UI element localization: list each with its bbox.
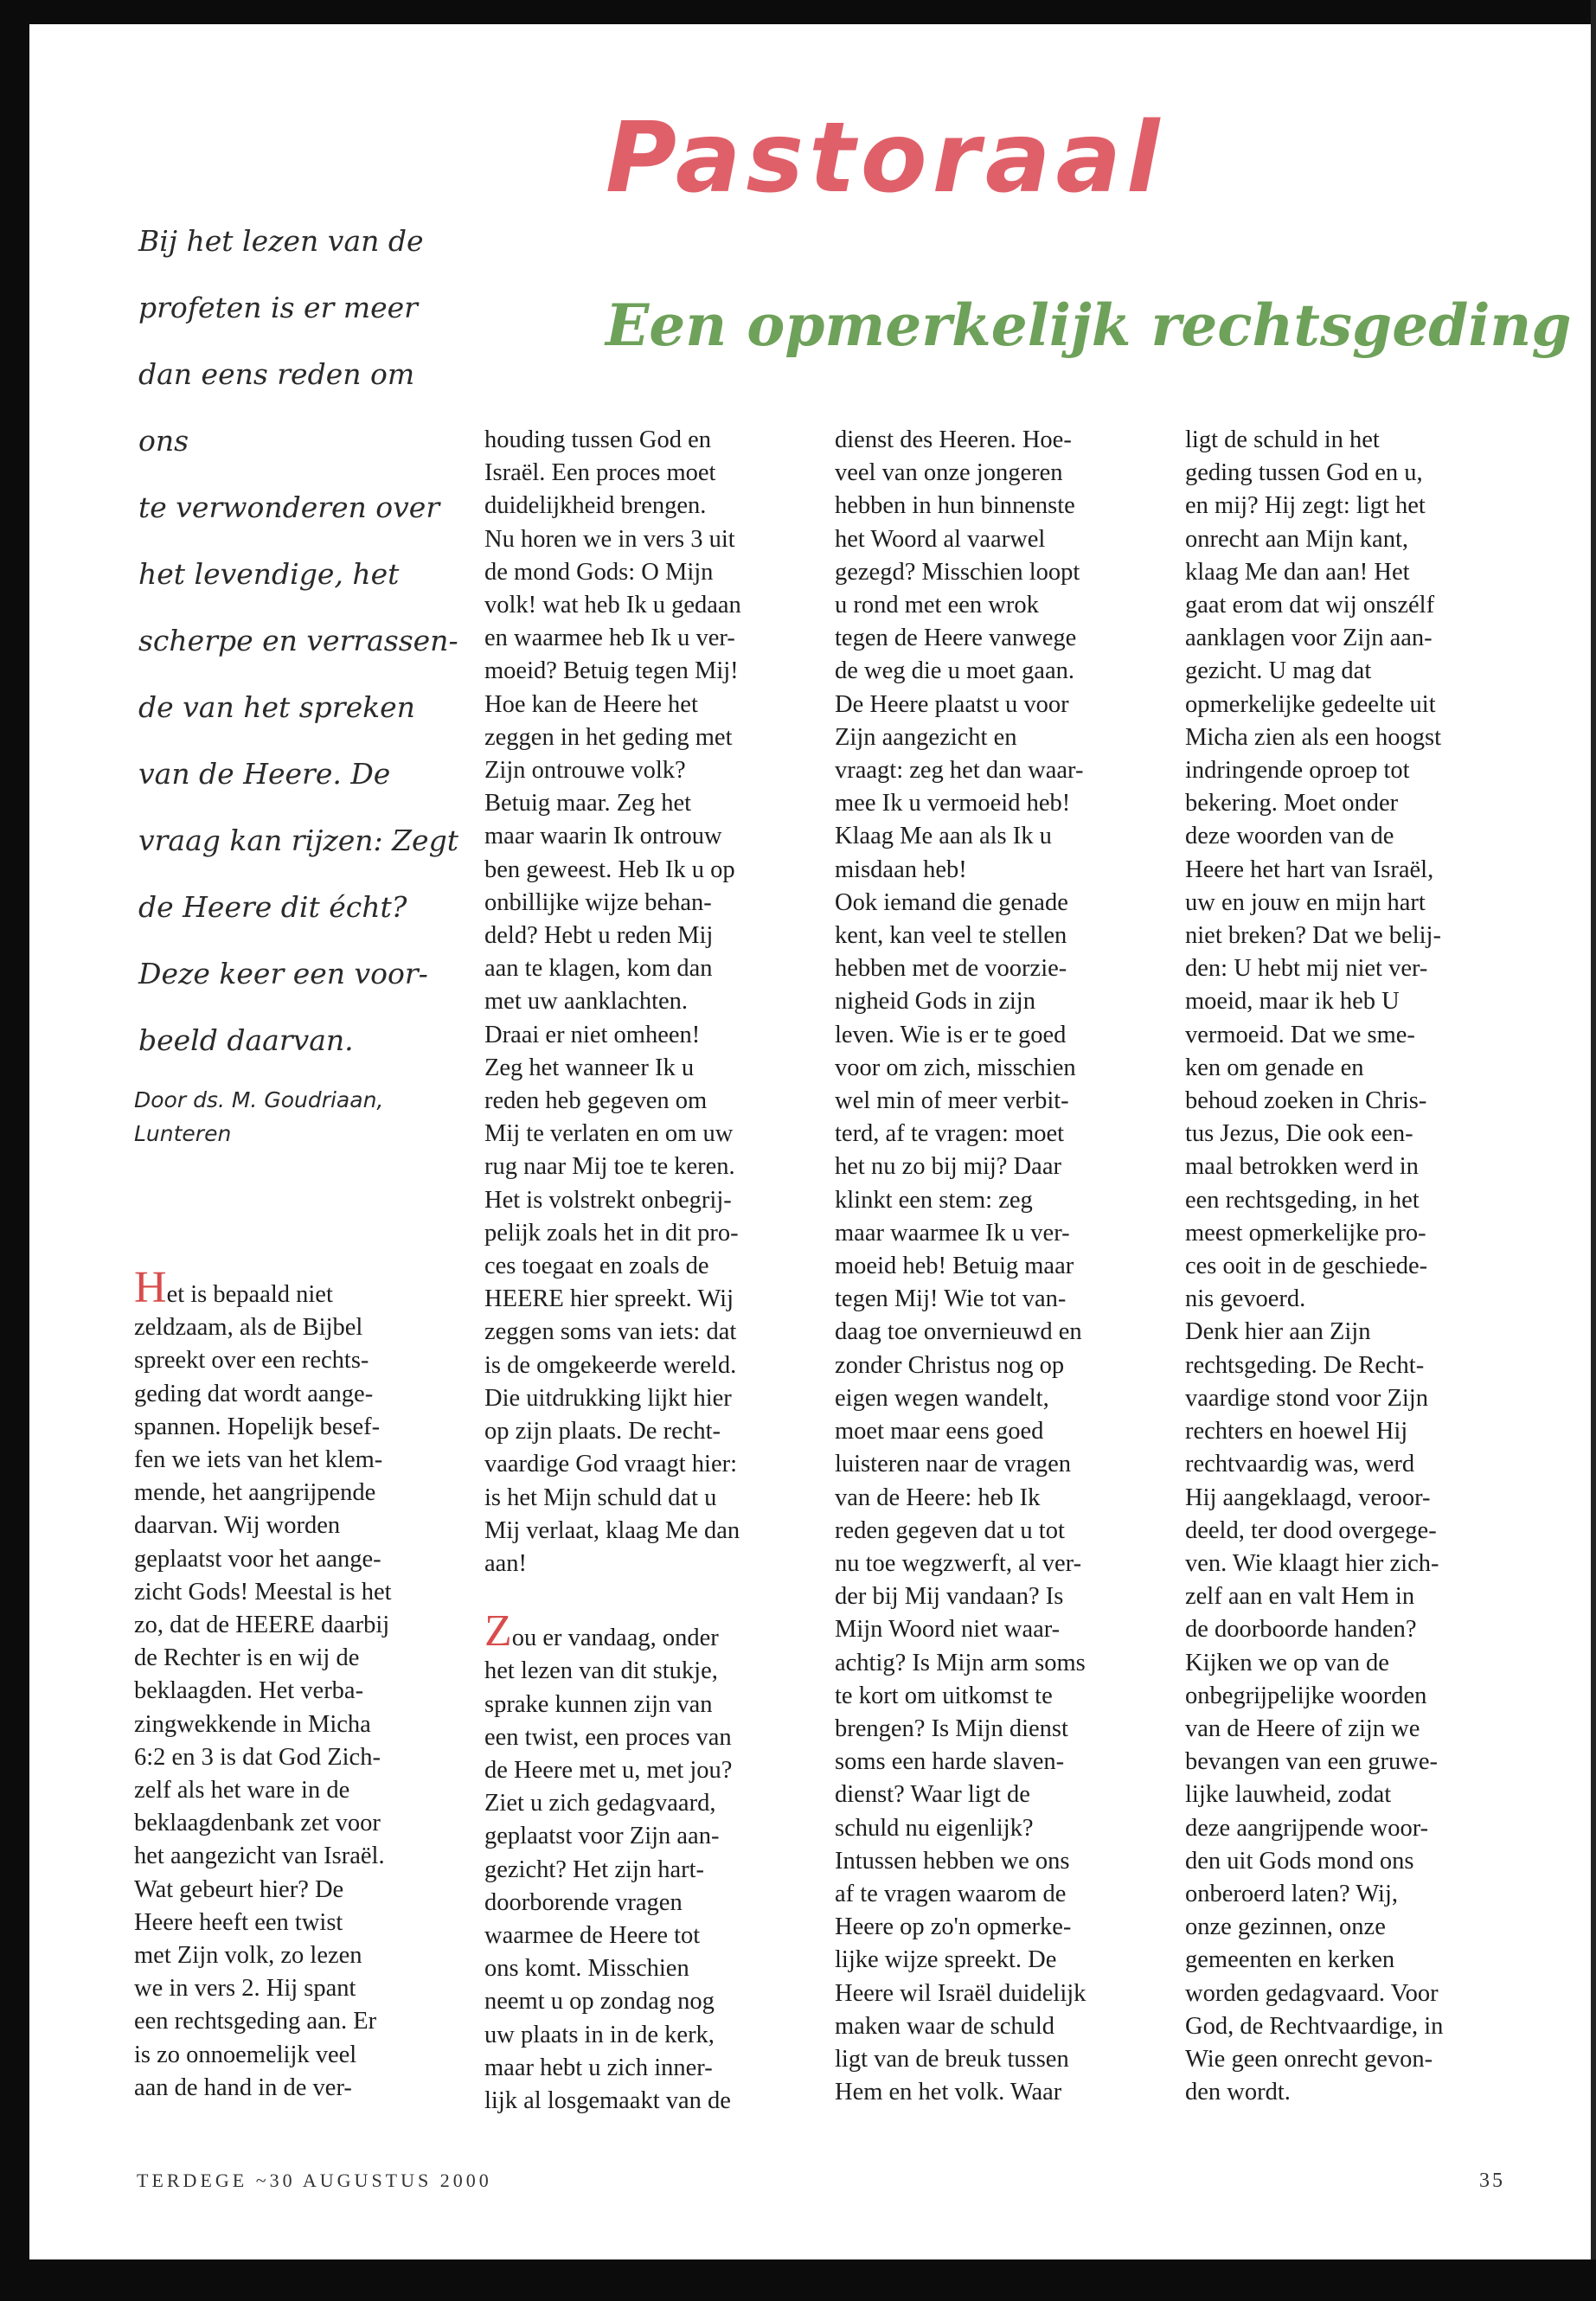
text-line: eigen wegen wandelt, bbox=[835, 1384, 1049, 1412]
text-line: niet breken? Dat we belij- bbox=[1185, 922, 1441, 950]
text-line: zeggen in het geding met bbox=[484, 723, 733, 751]
text-line: Ziet u zich gedagvaard, bbox=[484, 1790, 716, 1817]
text-line: te kort om uitkomst te bbox=[835, 1682, 1053, 1709]
text-line: De Heere plaatst u voor bbox=[835, 690, 1069, 718]
text-line: deze aangrijpende woor- bbox=[1185, 1814, 1429, 1842]
text-line: ou er vandaag, onder bbox=[511, 1625, 719, 1652]
intro-lead bbox=[138, 208, 467, 1057]
text-line: zo, dat de HEERE daarbij bbox=[134, 1612, 390, 1639]
text-line: Ook iemand die genade bbox=[835, 888, 1068, 916]
text-line: is de omgekeerde wereld. bbox=[484, 1351, 737, 1379]
intro-line: beeld daarvan. bbox=[138, 1023, 354, 1057]
text-line: worden gedagvaard. Voor bbox=[1185, 1979, 1439, 2007]
text-line: ces ooit in de geschiede- bbox=[1185, 1253, 1428, 1280]
text-line: onrecht aan Mijn kant, bbox=[1185, 525, 1409, 553]
text-line: moeid heb! Betuig maar bbox=[835, 1253, 1074, 1280]
text-line: deld? Hebt u reden Mij bbox=[484, 922, 714, 950]
byline-location: Lunteren bbox=[134, 1121, 232, 1146]
text-line: schuld nu eigenlijk? bbox=[835, 1814, 1034, 1842]
intro-line: de van het spreken bbox=[138, 690, 415, 724]
text-line: het lezen van dit stukje, bbox=[484, 1657, 718, 1685]
text-line: kent, kan veel te stellen bbox=[835, 922, 1067, 950]
text-line: vaardige God vraagt hier: bbox=[484, 1451, 737, 1478]
text-line: beklaagden. Het verba- bbox=[134, 1677, 364, 1705]
text-line: spannen. Hopelijk besef- bbox=[134, 1413, 381, 1440]
scan-edge-left bbox=[0, 0, 29, 2301]
text-line: indringende oproep tot bbox=[1185, 757, 1410, 785]
text-line: hebben met de voorzie- bbox=[835, 955, 1067, 983]
text-line: uw plaats in in de kerk, bbox=[484, 2021, 715, 2048]
text-line: moet maar eens goed bbox=[835, 1418, 1044, 1445]
text-line: onbillijke wijze behan- bbox=[484, 888, 712, 916]
text-line: den: U hebt mij niet ver- bbox=[1185, 955, 1428, 983]
intro-line: Deze keer een voor- bbox=[138, 957, 428, 990]
text-line: lijk al losgemaakt van de bbox=[484, 2086, 731, 2114]
intro-line: scherpe en verrassen- bbox=[138, 624, 458, 657]
text-line: en mij? Hij zegt: ligt het bbox=[1185, 492, 1426, 520]
text-line: vermoeid. Dat we sme- bbox=[1185, 1021, 1415, 1048]
text-line: klinkt een stem: zeg bbox=[835, 1186, 1033, 1214]
text-line: et is bepaald niet bbox=[166, 1281, 333, 1308]
article-headline: Een opmerkelijk rechtsgeding bbox=[606, 292, 1572, 359]
text-line: fen we iets van het klem- bbox=[134, 1446, 383, 1474]
paragraph-3 bbox=[484, 1606, 804, 2118]
text-line: ces toegaat en zoals de bbox=[484, 1253, 709, 1280]
text-line: een rechtsgeding, in het bbox=[1185, 1186, 1420, 1214]
intro-line: profeten is er meer bbox=[138, 291, 418, 324]
text-line: af te vragen waarom de bbox=[835, 1880, 1067, 1907]
drop-cap: Z bbox=[484, 1606, 512, 1657]
scan-edge-right bbox=[1591, 0, 1596, 2301]
text-line: aan de hand in de ver- bbox=[134, 2073, 352, 2101]
text-line: aan! bbox=[484, 1549, 528, 1577]
text-line: maar waarmee Ik u ver- bbox=[835, 1219, 1070, 1247]
byline-author: Door ds. M. Goudriaan, bbox=[134, 1087, 384, 1112]
section-title: Pastoraal bbox=[606, 102, 1165, 215]
text-line: Hoe kan de Heere het bbox=[484, 690, 698, 718]
text-line: Mij verlaat, klaag Me dan bbox=[484, 1516, 740, 1544]
text-line: gaat erom dat wij onszélf bbox=[1185, 592, 1435, 619]
text-line: u rond met een wrok bbox=[835, 592, 1039, 619]
text-line: den wordt. bbox=[1185, 2079, 1291, 2106]
text-line: behoud zoeken in Chris- bbox=[1185, 1087, 1427, 1115]
text-line: klaag Me dan aan! Het bbox=[1185, 558, 1410, 586]
text-line: geplaatst voor het aange- bbox=[134, 1545, 381, 1573]
text-line: is zo onnoemelijk veel bbox=[134, 2041, 357, 2068]
text-line: den uit Gods mond ons bbox=[1185, 1847, 1414, 1875]
text-line: lijke wijze spreekt. De bbox=[835, 1946, 1057, 1974]
text-line: luisteren naar de vragen bbox=[835, 1451, 1071, 1478]
text-line: ben geweest. Heb Ik u op bbox=[484, 856, 735, 883]
text-line: Intussen hebben we ons bbox=[835, 1847, 1070, 1875]
text-line: 6:2 en 3 is dat God Zich- bbox=[134, 1743, 381, 1771]
text-line: spreekt over een rechts- bbox=[134, 1347, 369, 1375]
text-line: het Woord al vaarwel bbox=[835, 525, 1046, 553]
text-line: rechters en hoewel Hij bbox=[1185, 1418, 1408, 1445]
text-line: de Heere met u, met jou? bbox=[484, 1756, 733, 1784]
text-line: aanklagen voor Zijn aan- bbox=[1185, 625, 1433, 652]
text-line: geding dat wordt aange- bbox=[134, 1380, 374, 1407]
text-line: Heere op zo'n opmerke- bbox=[835, 1913, 1072, 1941]
body-column-4 bbox=[1185, 424, 1505, 2115]
text-line: zelf als het ware in de bbox=[134, 1777, 350, 1804]
text-line: der bij Mij vandaan? Is bbox=[835, 1583, 1064, 1611]
text-line: Micha zien als een hoogst bbox=[1185, 723, 1441, 751]
text-line: neemt u op zondag nog bbox=[484, 1988, 715, 2016]
text-line: ven. Wie klaagt hier zich- bbox=[1185, 1549, 1439, 1577]
intro-line: van de Heere. De bbox=[138, 757, 391, 791]
text-line: dienst? Waar ligt de bbox=[835, 1781, 1030, 1809]
text-line: van de Heere of zijn we bbox=[1185, 1715, 1420, 1742]
text-line: maar hebt u zich inner- bbox=[484, 2054, 713, 2081]
text-line: lijke lauwheid, zodat bbox=[1185, 1781, 1392, 1809]
text-line: leven. Wie is er te goed bbox=[835, 1021, 1067, 1048]
text-line: nu toe wegzwerft, al ver- bbox=[835, 1549, 1082, 1577]
text-line: onberoerd laten? Wij, bbox=[1185, 1880, 1399, 1907]
text-line: een rechtsgeding aan. Er bbox=[134, 2008, 377, 2035]
text-line: ligt de schuld in het bbox=[1185, 426, 1380, 453]
text-line: deeld, ter dood overgege- bbox=[1185, 1516, 1437, 1544]
text-line: deze woorden van de bbox=[1185, 823, 1394, 850]
text-line: het aangezicht van Israël. bbox=[134, 1843, 385, 1870]
text-line: Draai er niet omheen! bbox=[484, 1021, 701, 1048]
text-line: Wat gebeurt hier? De bbox=[134, 1875, 344, 1903]
byline bbox=[134, 1083, 445, 1161]
scan-edge-top bbox=[0, 0, 1596, 24]
text-line: meest opmerkelijke pro- bbox=[1185, 1219, 1426, 1247]
text-line: God, de Rechtvaardige, in bbox=[1185, 2012, 1444, 2040]
text-line: mende, het aangrijpende bbox=[134, 1479, 376, 1507]
text-line: ons komt. Misschien bbox=[484, 1955, 689, 1983]
text-line: tegen de Heere vanwege bbox=[835, 625, 1077, 652]
text-line: wel min of meer verbit- bbox=[835, 1087, 1069, 1115]
text-line: brengen? Is Mijn dienst bbox=[835, 1715, 1068, 1742]
footer-publication: TERDEGE ~30 AUGUSTUS 2000 bbox=[137, 2170, 492, 2191]
text-line: Zeg het wanneer Ik u bbox=[484, 1054, 695, 1081]
text-line: en waarmee heb Ik u ver- bbox=[484, 625, 735, 652]
text-line: beklaagdenbank zet voor bbox=[134, 1810, 381, 1837]
text-line: aan te klagen, kom dan bbox=[484, 955, 713, 983]
text-line: duidelijkheid brengen. bbox=[484, 492, 707, 520]
page-number: 35 bbox=[1479, 2170, 1505, 2192]
text-line: met uw aanklachten. bbox=[484, 988, 689, 1016]
text-line: terd, af te vragen: moet bbox=[835, 1120, 1065, 1148]
text-line: daag toe onvernieuwd en bbox=[835, 1318, 1082, 1346]
text-line: de Rechter is en wij de bbox=[134, 1644, 360, 1672]
text-line: moeid? Betuig tegen Mij! bbox=[484, 657, 739, 685]
text-line: Mij te verlaten en om uw bbox=[484, 1120, 734, 1148]
text-line: het nu zo bij mij? Daar bbox=[835, 1153, 1061, 1181]
text-line: de mond Gods: O Mijn bbox=[484, 558, 714, 586]
text-line: we in vers 2. Hij spant bbox=[134, 1975, 356, 2003]
text-line: dienst des Heeren. Hoe- bbox=[835, 426, 1072, 453]
text-line: de weg die u moet gaan. bbox=[835, 657, 1074, 685]
text-line: opmerkelijke gedeelte uit bbox=[1185, 690, 1436, 718]
text-line: bekering. Moet onder bbox=[1185, 790, 1399, 817]
body-column-3 bbox=[835, 424, 1155, 2115]
text-line: Heere heeft een twist bbox=[134, 1908, 343, 1936]
text-line: de doorboorde handen? bbox=[1185, 1616, 1417, 1644]
text-line: achtig? Is Mijn arm soms bbox=[835, 1649, 1086, 1676]
text-line: voor om zich, misschien bbox=[835, 1054, 1076, 1081]
body-column-2 bbox=[484, 424, 804, 2115]
text-line: rug naar Mij toe te keren. bbox=[484, 1153, 735, 1181]
scan-edge-bottom bbox=[0, 2259, 1596, 2301]
text-line: maar waarin Ik ontrouw bbox=[484, 823, 722, 850]
text-line: mee Ik u vermoeid heb! bbox=[835, 790, 1071, 817]
text-line: nigheid Gods in zijn bbox=[835, 988, 1035, 1016]
text-line: onbegrijpelijke woorden bbox=[1185, 1682, 1427, 1709]
text-line: misdaan heb! bbox=[835, 856, 967, 883]
text-line: moeid, maar ik heb U bbox=[1185, 988, 1400, 1016]
text-line: Nu horen we in vers 3 uit bbox=[484, 525, 735, 553]
text-line: zeldzaam, als de Bijbel bbox=[134, 1314, 363, 1342]
paragraph-1 bbox=[134, 1263, 454, 2105]
text-line: Wie geen onrecht gevon- bbox=[1185, 2045, 1433, 2073]
text-line: tegen Mij! Wie tot van- bbox=[835, 1285, 1067, 1313]
body-column-1 bbox=[134, 1263, 454, 2115]
text-line: ken om genade en bbox=[1185, 1054, 1364, 1081]
text-line: Heere wil Israël duidelijk bbox=[835, 1979, 1086, 2007]
text-line: zicht Gods! Meestal is het bbox=[134, 1578, 392, 1606]
text-line: pelijk zoals het in dit pro- bbox=[484, 1219, 739, 1247]
drop-cap: H bbox=[134, 1263, 167, 1312]
text-line: Israël. Een proces moet bbox=[484, 459, 716, 487]
text-line: reden gegeven dat u tot bbox=[835, 1516, 1065, 1544]
intro-line: dan eens reden om ons bbox=[138, 357, 415, 458]
text-line: volk! wat heb Ik u gedaan bbox=[484, 592, 741, 619]
text-line: Denk hier aan Zijn bbox=[1185, 1318, 1371, 1346]
text-line: onze gezinnen, onze bbox=[1185, 1913, 1386, 1941]
text-line: gemeenten en kerken bbox=[1185, 1946, 1395, 1974]
text-line: Zijn ontrouwe volk? bbox=[484, 757, 686, 785]
text-line: Heere het hart van Israël, bbox=[1185, 856, 1434, 883]
text-line: gezicht. U mag dat bbox=[1185, 657, 1372, 685]
text-line: tus Jezus, Die ook een- bbox=[1185, 1120, 1413, 1148]
text-line: daarvan. Wij worden bbox=[134, 1512, 341, 1540]
text-line: nis gevoerd. bbox=[1185, 1285, 1306, 1313]
text-line: soms een harde slaven- bbox=[835, 1748, 1065, 1776]
text-line: maal betrokken werd in bbox=[1185, 1153, 1419, 1181]
text-line: Zijn aangezicht en bbox=[835, 723, 1017, 751]
text-line: zeggen soms van iets: dat bbox=[484, 1318, 737, 1346]
text-line: bevangen van een gruwe- bbox=[1185, 1748, 1438, 1776]
text-line: maken waar de schuld bbox=[835, 2012, 1055, 2040]
text-line: Kijken we op van de bbox=[1185, 1649, 1389, 1676]
text-line: rechtsgeding. De Recht- bbox=[1185, 1351, 1425, 1379]
text-line: gezicht? Het zijn hart- bbox=[484, 1856, 704, 1883]
text-line: Hem en het volk. Waar bbox=[835, 2079, 1062, 2106]
text-line: reden heb gegeven om bbox=[484, 1087, 708, 1115]
text-line: HEERE hier spreekt. Wij bbox=[484, 1285, 734, 1313]
text-line: sprake kunnen zijn van bbox=[484, 1690, 713, 1718]
text-line: Betuig maar. Zeg het bbox=[484, 790, 692, 817]
text-line: op zijn plaats. De recht- bbox=[484, 1418, 721, 1445]
text-line: uw en jouw en mijn hart bbox=[1185, 888, 1426, 916]
text-line: een twist, een proces van bbox=[484, 1723, 732, 1751]
text-line: is het Mijn schuld dat u bbox=[484, 1484, 717, 1511]
text-line: hebben in hun binnenste bbox=[835, 492, 1075, 520]
text-line: ligt van de breuk tussen bbox=[835, 2045, 1069, 2073]
text-line: Mijn Woord niet waar- bbox=[835, 1616, 1061, 1644]
intro-line: te verwonderen over bbox=[138, 490, 440, 524]
intro-line: de Heere dit écht? bbox=[138, 890, 407, 924]
text-line: van de Heere: heb Ik bbox=[835, 1484, 1041, 1511]
text-line: geplaatst voor Zijn aan- bbox=[484, 1823, 720, 1850]
text-line: rechtvaardig was, werd bbox=[1185, 1451, 1415, 1478]
paragraph-2 bbox=[484, 424, 804, 1580]
text-line: Het is volstrekt onbegrij- bbox=[484, 1186, 732, 1214]
text-line: geding tussen God en u, bbox=[1185, 459, 1423, 487]
text-line: Klaag Me aan als Ik u bbox=[835, 823, 1052, 850]
text-line: Hij aangeklaagd, veroor- bbox=[1185, 1484, 1431, 1511]
text-line: gezegd? Misschien loopt bbox=[835, 558, 1080, 586]
text-line: waarmee de Heere tot bbox=[484, 1921, 701, 1949]
text-line: houding tussen God en bbox=[484, 426, 712, 453]
text-line: veel van onze jongeren bbox=[835, 459, 1063, 487]
intro-line: Bij het lezen van de bbox=[138, 224, 424, 258]
text-line: vraagt: zeg het dan waar- bbox=[835, 757, 1084, 785]
intro-line: vraag kan rijzen: Zegt bbox=[138, 824, 458, 857]
text-line: Die uitdrukking lijkt hier bbox=[484, 1384, 732, 1412]
intro-line: het levendige, het bbox=[138, 557, 400, 591]
text-line: vaardige stond voor Zijn bbox=[1185, 1384, 1428, 1412]
text-line: doorborende vragen bbox=[484, 1888, 683, 1916]
text-line: zingwekkende in Micha bbox=[134, 1710, 371, 1738]
text-line: zelf aan en valt Hem in bbox=[1185, 1583, 1415, 1611]
text-line: zonder Christus nog op bbox=[835, 1351, 1065, 1379]
text-line: met Zijn volk, zo lezen bbox=[134, 1942, 362, 1970]
